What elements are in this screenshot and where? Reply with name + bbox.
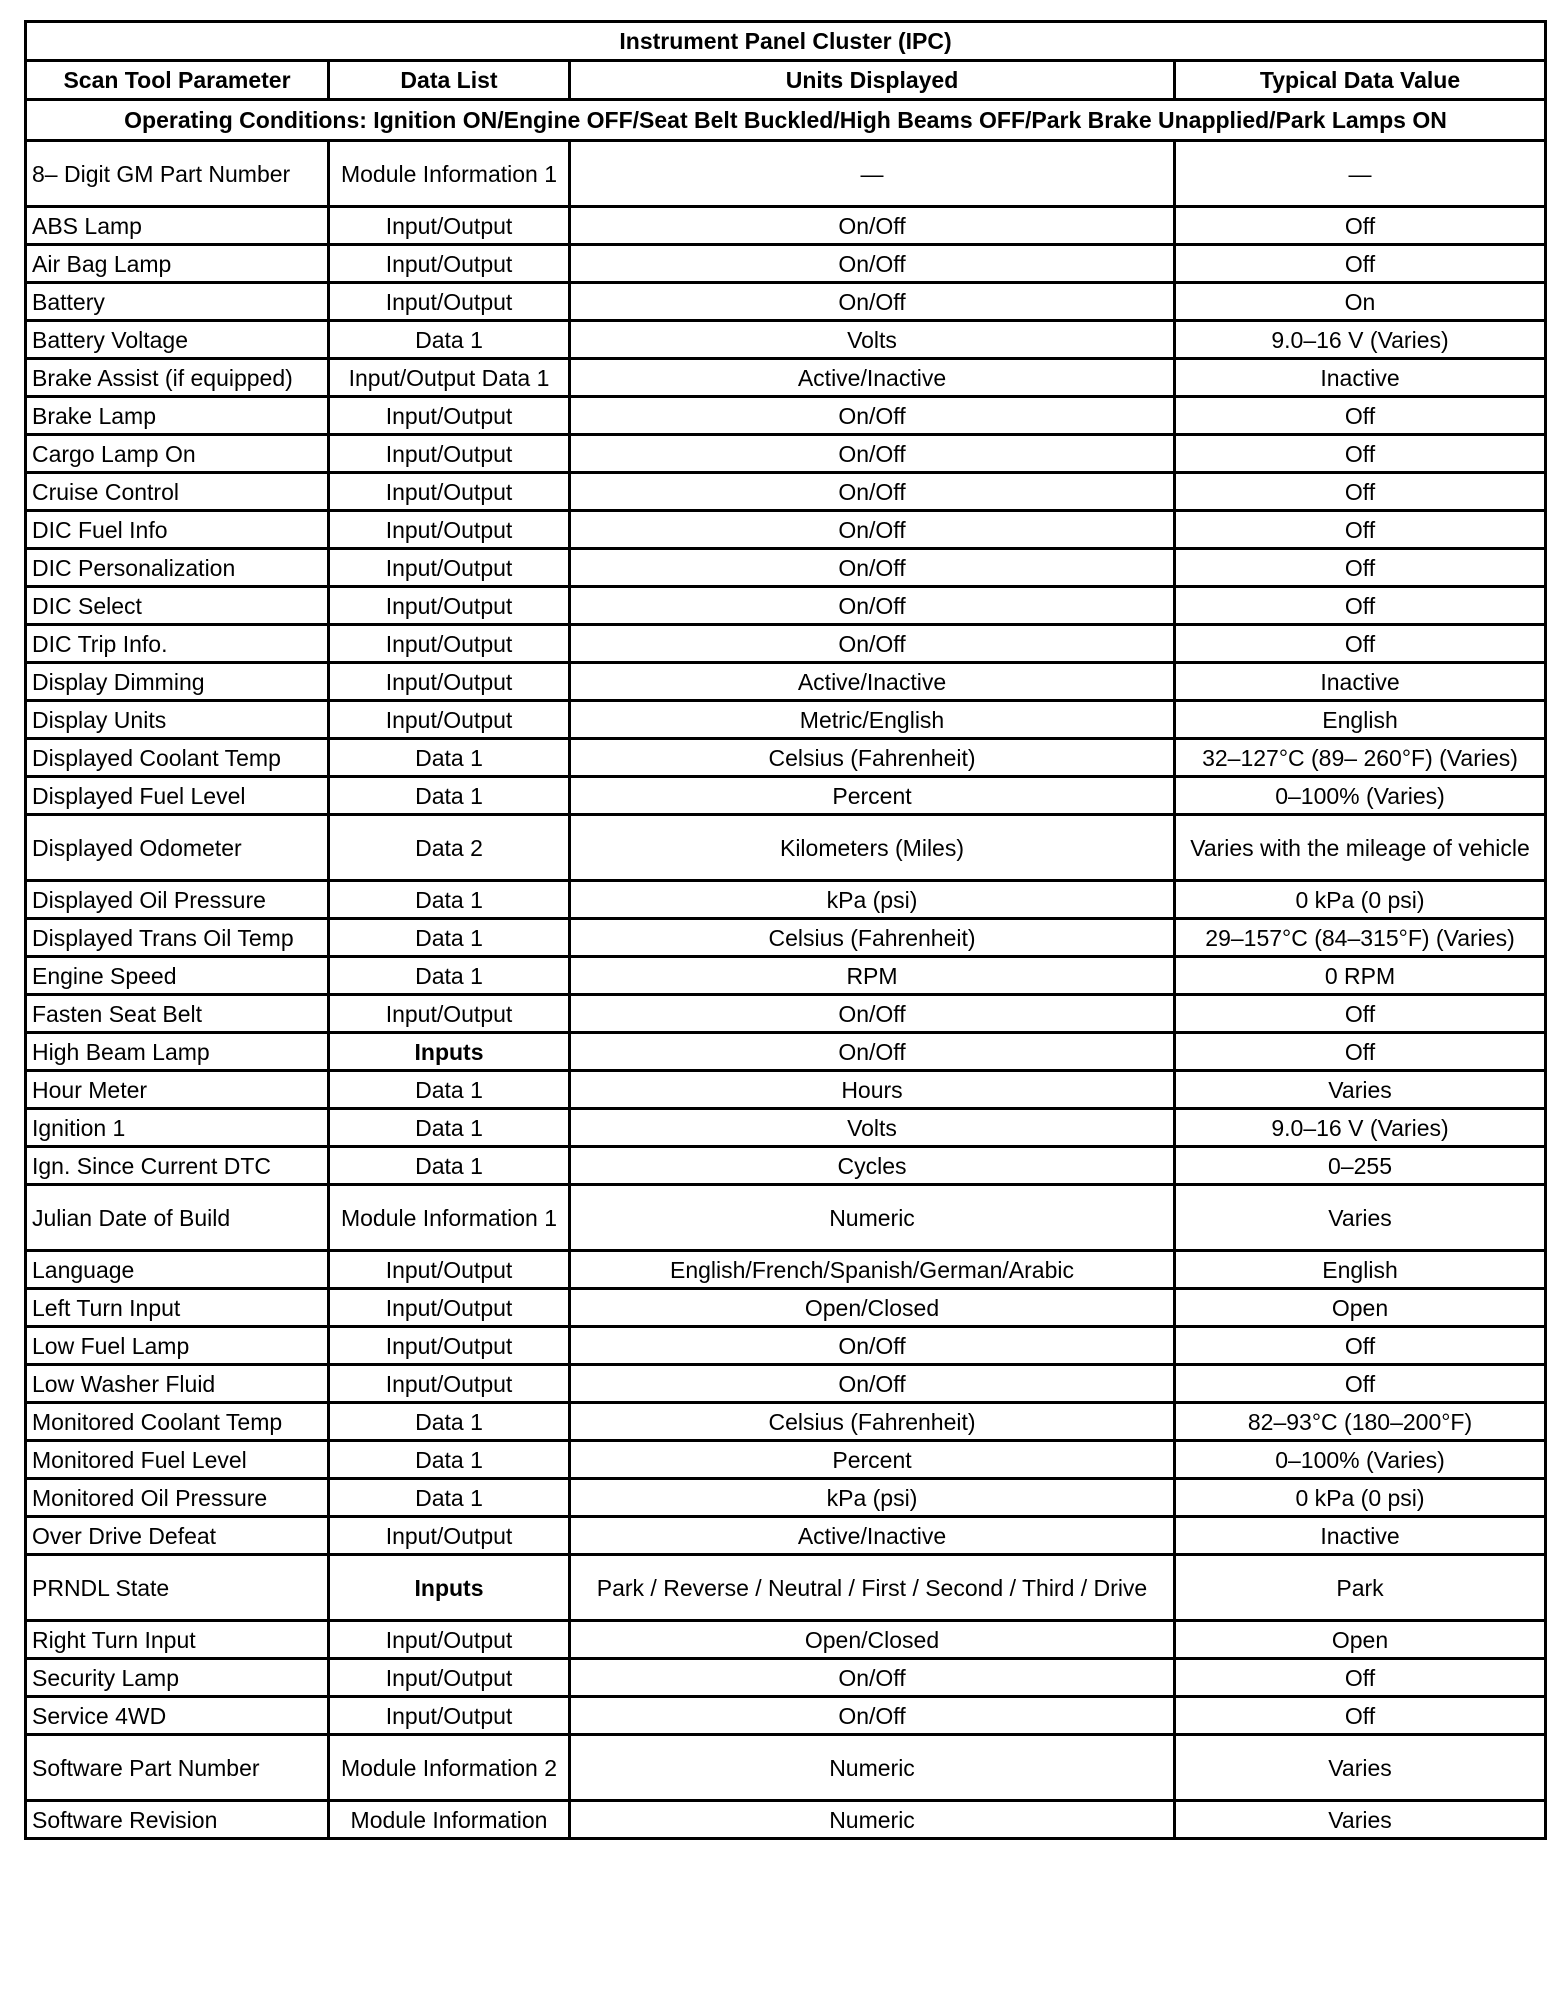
- param-cell: Cruise Control: [26, 473, 329, 511]
- typical-value-cell: Varies: [1175, 1801, 1546, 1839]
- units-cell: English/French/Spanish/German/Arabic: [570, 1251, 1175, 1289]
- param-cell: DIC Trip Info.: [26, 625, 329, 663]
- typical-value-cell: Off: [1175, 397, 1546, 435]
- param-cell: Language: [26, 1251, 329, 1289]
- param-cell: Engine Speed: [26, 957, 329, 995]
- table-row: [26, 919, 1546, 957]
- data-list-cell: Data 2: [329, 815, 570, 881]
- typical-value-cell: Off: [1175, 1327, 1546, 1365]
- units-cell: On/Off: [570, 1697, 1175, 1735]
- data-list-cell: Input/Output: [329, 1697, 570, 1735]
- table-row: [26, 1033, 1546, 1071]
- table-row: [26, 625, 1546, 663]
- data-list-cell: Input/Output: [329, 1621, 570, 1659]
- typical-value-cell: 0–255: [1175, 1147, 1546, 1185]
- param-cell: Air Bag Lamp: [26, 245, 329, 283]
- units-cell: Celsius (Fahrenheit): [570, 739, 1175, 777]
- data-list-cell: Input/Output: [329, 207, 570, 245]
- header-units-displayed: Units Displayed: [570, 61, 1175, 100]
- param-cell: High Beam Lamp: [26, 1033, 329, 1071]
- param-cell: Over Drive Defeat: [26, 1517, 329, 1555]
- table-body: [26, 141, 1546, 1839]
- param-cell: Service 4WD: [26, 1697, 329, 1735]
- param-cell: Brake Lamp: [26, 397, 329, 435]
- typical-value-cell: Off: [1175, 207, 1546, 245]
- typical-value-cell: Off: [1175, 1659, 1546, 1697]
- param-cell: DIC Select: [26, 587, 329, 625]
- param-cell: Low Fuel Lamp: [26, 1327, 329, 1365]
- param-cell: Monitored Coolant Temp: [26, 1403, 329, 1441]
- param-cell: Brake Assist (if equipped): [26, 359, 329, 397]
- units-cell: On/Off: [570, 1033, 1175, 1071]
- units-cell: On/Off: [570, 587, 1175, 625]
- param-cell: Monitored Oil Pressure: [26, 1479, 329, 1517]
- data-list-cell: Data 1: [329, 1479, 570, 1517]
- table-row: [26, 1251, 1546, 1289]
- data-list-cell: Input/Output: [329, 1327, 570, 1365]
- table-row: [26, 283, 1546, 321]
- table-row: [26, 207, 1546, 245]
- param-cell: Left Turn Input: [26, 1289, 329, 1327]
- table-row: [26, 1185, 1546, 1251]
- data-list-cell: Data 1: [329, 739, 570, 777]
- table-row: [26, 359, 1546, 397]
- table-row: [26, 1517, 1546, 1555]
- typical-value-cell: Off: [1175, 549, 1546, 587]
- units-cell: On/Off: [570, 397, 1175, 435]
- header-scan-tool-parameter: Scan Tool Parameter: [26, 61, 329, 100]
- data-list-cell: Input/Output: [329, 1251, 570, 1289]
- table-row: [26, 1555, 1546, 1621]
- table-row: [26, 1071, 1546, 1109]
- typical-value-cell: Off: [1175, 1697, 1546, 1735]
- param-cell: Hour Meter: [26, 1071, 329, 1109]
- units-cell: Open/Closed: [570, 1621, 1175, 1659]
- units-cell: On/Off: [570, 207, 1175, 245]
- data-list-cell: Input/Output: [329, 473, 570, 511]
- units-cell: Celsius (Fahrenheit): [570, 919, 1175, 957]
- data-list-cell: Data 1: [329, 919, 570, 957]
- data-list-cell: Input/Output: [329, 1289, 570, 1327]
- param-cell: Displayed Oil Pressure: [26, 881, 329, 919]
- table-row: [26, 511, 1546, 549]
- param-cell: Ignition 1: [26, 1109, 329, 1147]
- table-row: [26, 1697, 1546, 1735]
- table-row: [26, 815, 1546, 881]
- data-list-cell: Input/Output: [329, 511, 570, 549]
- typical-value-cell: 9.0–16 V (Varies): [1175, 321, 1546, 359]
- ipc-data-table: [24, 20, 1547, 1840]
- data-list-cell: Data 1: [329, 777, 570, 815]
- table-row: [26, 995, 1546, 1033]
- data-list-cell: Input/Output: [329, 245, 570, 283]
- table-row: [26, 473, 1546, 511]
- typical-value-cell: 0 kPa (0 psi): [1175, 881, 1546, 919]
- data-list-cell: Input/Output: [329, 625, 570, 663]
- typical-value-cell: Open: [1175, 1289, 1546, 1327]
- table-row: [26, 777, 1546, 815]
- typical-value-cell: 32–127°C (89– 260°F) (Varies): [1175, 739, 1546, 777]
- data-list-cell: Input/Output: [329, 1659, 570, 1697]
- table-row: [26, 1735, 1546, 1801]
- typical-value-cell: 0–100% (Varies): [1175, 1441, 1546, 1479]
- table-row: [26, 1147, 1546, 1185]
- data-list-cell: Input/Output: [329, 283, 570, 321]
- data-list-cell: Inputs: [329, 1033, 570, 1071]
- typical-value-cell: Off: [1175, 587, 1546, 625]
- typical-value-cell: Off: [1175, 1365, 1546, 1403]
- typical-value-cell: Off: [1175, 625, 1546, 663]
- table-row: [26, 957, 1546, 995]
- units-cell: On/Off: [570, 473, 1175, 511]
- table-row: [26, 141, 1546, 207]
- param-cell: Battery Voltage: [26, 321, 329, 359]
- data-list-cell: Input/Output: [329, 663, 570, 701]
- table-row: [26, 1365, 1546, 1403]
- table-row: [26, 1479, 1546, 1517]
- data-list-cell: Module Information 2: [329, 1735, 570, 1801]
- param-cell: Security Lamp: [26, 1659, 329, 1697]
- data-list-cell: Input/Output: [329, 1365, 570, 1403]
- table-row: [26, 663, 1546, 701]
- data-list-cell: Input/Output Data 1: [329, 359, 570, 397]
- units-cell: Percent: [570, 1441, 1175, 1479]
- data-list-cell: Module Information 1: [329, 141, 570, 207]
- param-cell: Low Washer Fluid: [26, 1365, 329, 1403]
- table-row: [26, 1109, 1546, 1147]
- param-cell: Fasten Seat Belt: [26, 995, 329, 1033]
- typical-value-cell: 82–93°C (180–200°F): [1175, 1403, 1546, 1441]
- units-cell: Open/Closed: [570, 1289, 1175, 1327]
- units-cell: Celsius (Fahrenheit): [570, 1403, 1175, 1441]
- param-cell: Right Turn Input: [26, 1621, 329, 1659]
- units-cell: On/Off: [570, 995, 1175, 1033]
- typical-value-cell: —: [1175, 141, 1546, 207]
- data-list-cell: Data 1: [329, 1109, 570, 1147]
- table-title: Instrument Panel Cluster (IPC): [26, 22, 1546, 61]
- param-cell: Battery: [26, 283, 329, 321]
- units-cell: Metric/English: [570, 701, 1175, 739]
- units-cell: On/Off: [570, 435, 1175, 473]
- param-cell: DIC Personalization: [26, 549, 329, 587]
- typical-value-cell: Off: [1175, 435, 1546, 473]
- typical-value-cell: Varies with the mileage of vehicle: [1175, 815, 1546, 881]
- header-data-list: Data List: [329, 61, 570, 100]
- typical-value-cell: Off: [1175, 245, 1546, 283]
- table-row: [26, 435, 1546, 473]
- table-row: [26, 549, 1546, 587]
- data-list-cell: Data 1: [329, 321, 570, 359]
- units-cell: Numeric: [570, 1185, 1175, 1251]
- typical-value-cell: English: [1175, 1251, 1546, 1289]
- units-cell: Cycles: [570, 1147, 1175, 1185]
- param-cell: Display Dimming: [26, 663, 329, 701]
- data-list-cell: Input/Output: [329, 995, 570, 1033]
- data-list-cell: Data 1: [329, 957, 570, 995]
- table-row: [26, 1801, 1546, 1839]
- data-list-cell: Data 1: [329, 1147, 570, 1185]
- units-cell: Volts: [570, 1109, 1175, 1147]
- data-list-cell: Input/Output: [329, 435, 570, 473]
- table-row: [26, 1659, 1546, 1697]
- table-row: [26, 701, 1546, 739]
- param-cell: Displayed Odometer: [26, 815, 329, 881]
- typical-value-cell: Park: [1175, 1555, 1546, 1621]
- typical-value-cell: 0–100% (Varies): [1175, 777, 1546, 815]
- units-cell: On/Off: [570, 625, 1175, 663]
- table-row: [26, 1327, 1546, 1365]
- typical-value-cell: Off: [1175, 473, 1546, 511]
- table-row: [26, 397, 1546, 435]
- data-list-cell: Input/Output: [329, 397, 570, 435]
- table-row: [26, 1289, 1546, 1327]
- typical-value-cell: Off: [1175, 995, 1546, 1033]
- units-cell: Hours: [570, 1071, 1175, 1109]
- units-cell: On/Off: [570, 1659, 1175, 1697]
- typical-value-cell: 9.0–16 V (Varies): [1175, 1109, 1546, 1147]
- typical-value-cell: 29–157°C (84–315°F) (Varies): [1175, 919, 1546, 957]
- param-cell: Monitored Fuel Level: [26, 1441, 329, 1479]
- typical-value-cell: 0 RPM: [1175, 957, 1546, 995]
- units-cell: Numeric: [570, 1735, 1175, 1801]
- table-row: [26, 245, 1546, 283]
- table-row: [26, 1621, 1546, 1659]
- param-cell: Cargo Lamp On: [26, 435, 329, 473]
- typical-value-cell: Inactive: [1175, 1517, 1546, 1555]
- units-cell: kPa (psi): [570, 1479, 1175, 1517]
- typical-value-cell: Varies: [1175, 1735, 1546, 1801]
- table-row: [26, 739, 1546, 777]
- param-cell: Displayed Trans Oil Temp: [26, 919, 329, 957]
- data-list-cell: Data 1: [329, 1071, 570, 1109]
- data-list-cell: Module Information 1: [329, 1185, 570, 1251]
- typical-value-cell: Inactive: [1175, 359, 1546, 397]
- param-cell: Julian Date of Build: [26, 1185, 329, 1251]
- operating-conditions: Operating Conditions: Ignition ON/Engine OFF/Seat Belt Buckled/High Beams OFF/Park Brake Unapplied/Park Lamps ON: [26, 100, 1546, 141]
- units-cell: —: [570, 141, 1175, 207]
- data-list-cell: Input/Output: [329, 549, 570, 587]
- typical-value-cell: Off: [1175, 511, 1546, 549]
- table-row: [26, 881, 1546, 919]
- units-cell: On/Off: [570, 245, 1175, 283]
- data-list-cell: Inputs: [329, 1555, 570, 1621]
- table-row: [26, 321, 1546, 359]
- typical-value-cell: Varies: [1175, 1185, 1546, 1251]
- units-cell: Numeric: [570, 1801, 1175, 1839]
- typical-value-cell: English: [1175, 701, 1546, 739]
- units-cell: Volts: [570, 321, 1175, 359]
- param-cell: 8– Digit GM Part Number: [26, 141, 329, 207]
- typical-value-cell: Open: [1175, 1621, 1546, 1659]
- data-list-cell: Input/Output: [329, 701, 570, 739]
- units-cell: kPa (psi): [570, 881, 1175, 919]
- data-list-cell: Input/Output: [329, 587, 570, 625]
- units-cell: Active/Inactive: [570, 663, 1175, 701]
- param-cell: Ign. Since Current DTC: [26, 1147, 329, 1185]
- table-row: [26, 1403, 1546, 1441]
- param-cell: PRNDL State: [26, 1555, 329, 1621]
- data-list-cell: Data 1: [329, 1441, 570, 1479]
- units-cell: Percent: [570, 777, 1175, 815]
- param-cell: Displayed Fuel Level: [26, 777, 329, 815]
- units-cell: On/Off: [570, 283, 1175, 321]
- param-cell: DIC Fuel Info: [26, 511, 329, 549]
- typical-value-cell: 0 kPa (0 psi): [1175, 1479, 1546, 1517]
- param-cell: ABS Lamp: [26, 207, 329, 245]
- data-list-cell: Data 1: [329, 1403, 570, 1441]
- typical-value-cell: Inactive: [1175, 663, 1546, 701]
- param-cell: Display Units: [26, 701, 329, 739]
- param-cell: Software Part Number: [26, 1735, 329, 1801]
- units-cell: Park / Reverse / Neutral / First / Second / Third / Drive: [570, 1555, 1175, 1621]
- units-cell: On/Off: [570, 1365, 1175, 1403]
- typical-value-cell: Off: [1175, 1033, 1546, 1071]
- table-row: [26, 587, 1546, 625]
- data-list-cell: Input/Output: [329, 1517, 570, 1555]
- units-cell: On/Off: [570, 549, 1175, 587]
- units-cell: On/Off: [570, 511, 1175, 549]
- units-cell: Active/Inactive: [570, 359, 1175, 397]
- data-list-cell: Data 1: [329, 881, 570, 919]
- param-cell: Displayed Coolant Temp: [26, 739, 329, 777]
- typical-value-cell: Varies: [1175, 1071, 1546, 1109]
- param-cell: Software Revision: [26, 1801, 329, 1839]
- units-cell: Active/Inactive: [570, 1517, 1175, 1555]
- units-cell: On/Off: [570, 1327, 1175, 1365]
- typical-value-cell: On: [1175, 283, 1546, 321]
- header-typical-data-value: Typical Data Value: [1175, 61, 1546, 100]
- units-cell: Kilometers (Miles): [570, 815, 1175, 881]
- table-row: [26, 1441, 1546, 1479]
- data-list-cell: Module Information: [329, 1801, 570, 1839]
- units-cell: RPM: [570, 957, 1175, 995]
